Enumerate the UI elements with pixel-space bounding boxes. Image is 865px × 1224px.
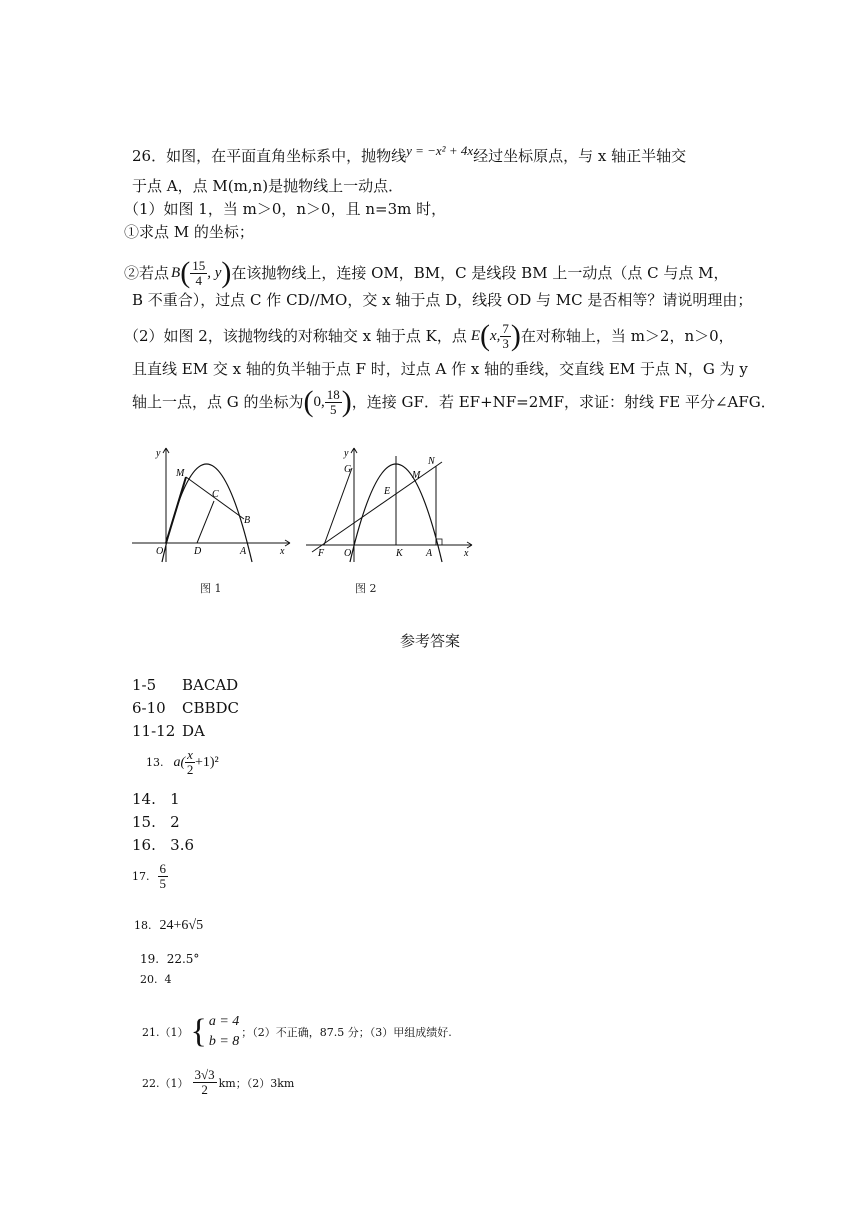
parabola-equation: y = −x² + 4x [406, 143, 474, 158]
a13-a: a( [173, 754, 186, 770]
answer-row-6-10 [132, 699, 239, 717]
fig2-label-y: y [344, 448, 349, 459]
fig1-label-a: A [240, 546, 247, 557]
a21-brace: { [190, 1013, 207, 1050]
a13-tail: +1)² [194, 754, 219, 770]
part1-intro: （1）如图 1，当 m＞0，n＞0，且 n=3m 时， [124, 200, 447, 218]
answer-num: 1-5 [132, 676, 157, 694]
a22-tail: km；（2）3km [218, 1076, 295, 1090]
fig2-label-a: A [426, 548, 433, 559]
question-1: ①求点 M 的坐标； [124, 223, 254, 241]
part2-point-e: E [470, 328, 480, 344]
answer-19: 19. 22.5° [140, 952, 200, 966]
g-right-paren: ) [341, 385, 352, 418]
answer-row-11-12 [132, 722, 205, 740]
a17-num: 17. [132, 870, 150, 883]
a22-frac-den: 2 [201, 1082, 208, 1097]
problem-line-1 [132, 143, 687, 167]
figure-2-caption: 图 2 [355, 582, 377, 595]
question-2-line-2: B 不重合），过点 C 作 CD//MO，交 x 轴于点 D，线段 OD 与 MC 是否相等？请说明理由； [132, 291, 753, 309]
part2-prefix: （2）如图 2，该抛物线的对称轴交 x 轴于点 K，点 [124, 327, 467, 345]
fig2-label-x: x [464, 548, 469, 559]
fig2-label-g: G [344, 464, 352, 475]
part2-fraction [500, 322, 511, 351]
fig1-segment-om [166, 477, 186, 543]
answer-row-1-5 [132, 676, 238, 694]
a18-value: 24+6√5 [159, 918, 204, 933]
figure-2 [304, 444, 480, 568]
answer-16: 16. 3.6 [132, 836, 195, 854]
q2-prefix: ②若点 [124, 264, 170, 282]
g-frac-num: 18 [326, 386, 340, 402]
g-left-paren: ( [303, 385, 314, 418]
a22-frac-num: 3√3 [194, 1067, 215, 1082]
a21-tail: ；（2）不正确，87.5 分；（3）甲组成绩好. [241, 1026, 452, 1039]
q2-tail: 在该抛物线上，连接 OM，BM，C 是线段 BM 上一动点（点 C 与点 M， [231, 264, 729, 282]
part2-line3-prefix: 轴上一点，点 G 的坐标为 [132, 393, 304, 411]
part2-frac-den: 3 [502, 335, 509, 351]
answer-value: DA [182, 722, 205, 740]
a21-system [209, 1012, 239, 1052]
problem-line-2: 于点 A，点 M(m,n)是抛物线上一动点． [132, 177, 404, 195]
fig1-label-b: B [244, 515, 251, 526]
fig2-line-em [312, 462, 442, 552]
part2-right-paren: ) [510, 319, 521, 352]
fig1-segment-cd [197, 501, 214, 543]
answer-15: 15. 2 [132, 813, 180, 831]
g-frac-den: 5 [330, 401, 337, 417]
q2-fraction [190, 259, 207, 288]
answer-21 [142, 1012, 452, 1052]
a13-frac-den: 2 [186, 762, 194, 777]
a21-eq-a: a = 4 [208, 1014, 240, 1029]
part2-left-paren: ( [480, 319, 490, 352]
answer-17 [132, 862, 168, 891]
a18-num: 18. [134, 919, 152, 932]
a21-eq-b: b = 8 [208, 1034, 240, 1049]
a22-num: 22.（1） [142, 1076, 189, 1090]
answer-14: 14. 1 [132, 790, 180, 808]
fig1-label-x: x [280, 546, 285, 557]
part2-x: x, [490, 328, 501, 344]
a17-frac-den: 5 [159, 876, 166, 891]
fig2-label-e: E [384, 486, 391, 497]
a13-fraction [185, 748, 195, 777]
q2-frac-den: 4 [195, 272, 202, 288]
fig2-label-f: F [318, 548, 325, 559]
part2-line-1 [124, 316, 734, 356]
part2-line-3 [132, 380, 776, 424]
fig1-label-c: C [212, 489, 219, 500]
q2-frac-num: 15 [192, 257, 206, 273]
fig1-label-o: O [156, 546, 164, 557]
problem-intro: 26．如图，在平面直角坐标系中，抛物线 [132, 147, 407, 165]
figure-1 [130, 444, 300, 568]
part2-tail: 在对称轴上，当 m＞2，n＞0， [520, 327, 734, 345]
a13-frac-num: x [187, 747, 193, 762]
a21-num: 21.（1） [142, 1026, 189, 1039]
fig2-label-m: M [412, 470, 421, 481]
fig2-label-o: O [344, 548, 352, 559]
answer-20: 20. 4 [140, 973, 172, 986]
figure-1-caption: 图 1 [200, 582, 222, 595]
problem-intro-tail: 经过坐标原点，与 x 轴正半轴交 [473, 147, 687, 165]
part2-line-2: 且直线 EM 交 x 轴的负半轴于点 F 时，过点 A 作 x 轴的垂线，交直线 EM 于点 N，G 为 y [132, 360, 748, 378]
q2-point-b: B [171, 265, 181, 281]
fig2-label-k: K [396, 548, 403, 559]
fig2-label-n: N [428, 456, 435, 467]
part2-frac-num: 7 [502, 320, 509, 336]
fig1-label-d: D [194, 546, 202, 557]
answer-num: 11-12 [132, 722, 176, 740]
g-zero: 0, [313, 394, 325, 410]
a22-fraction [193, 1068, 217, 1097]
fig1-label-m: M [176, 468, 185, 479]
part2-line3-tail: ，连接 GF．若 EF+NF=2MF，求证：射线 FE 平分∠AFG． [351, 393, 776, 411]
answer-value: CBBDC [182, 699, 240, 717]
answer-22 [142, 1068, 294, 1097]
q2-y: , y [207, 265, 222, 281]
answer-num: 6-10 [132, 699, 166, 717]
answer-18 [134, 918, 203, 934]
answer-13 [146, 748, 219, 777]
answer-value: BACAD [182, 676, 239, 694]
fig1-label-y: y [156, 448, 161, 459]
question-2-line-1 [124, 253, 728, 293]
a17-fraction [158, 862, 169, 891]
q2-right-paren: ) [221, 256, 232, 289]
q2-left-paren: ( [180, 256, 191, 289]
a17-frac-num: 6 [159, 861, 166, 876]
answers-title: 参考答案 [400, 632, 461, 650]
g-fraction [325, 388, 342, 417]
a13-num: 13. [146, 756, 164, 769]
